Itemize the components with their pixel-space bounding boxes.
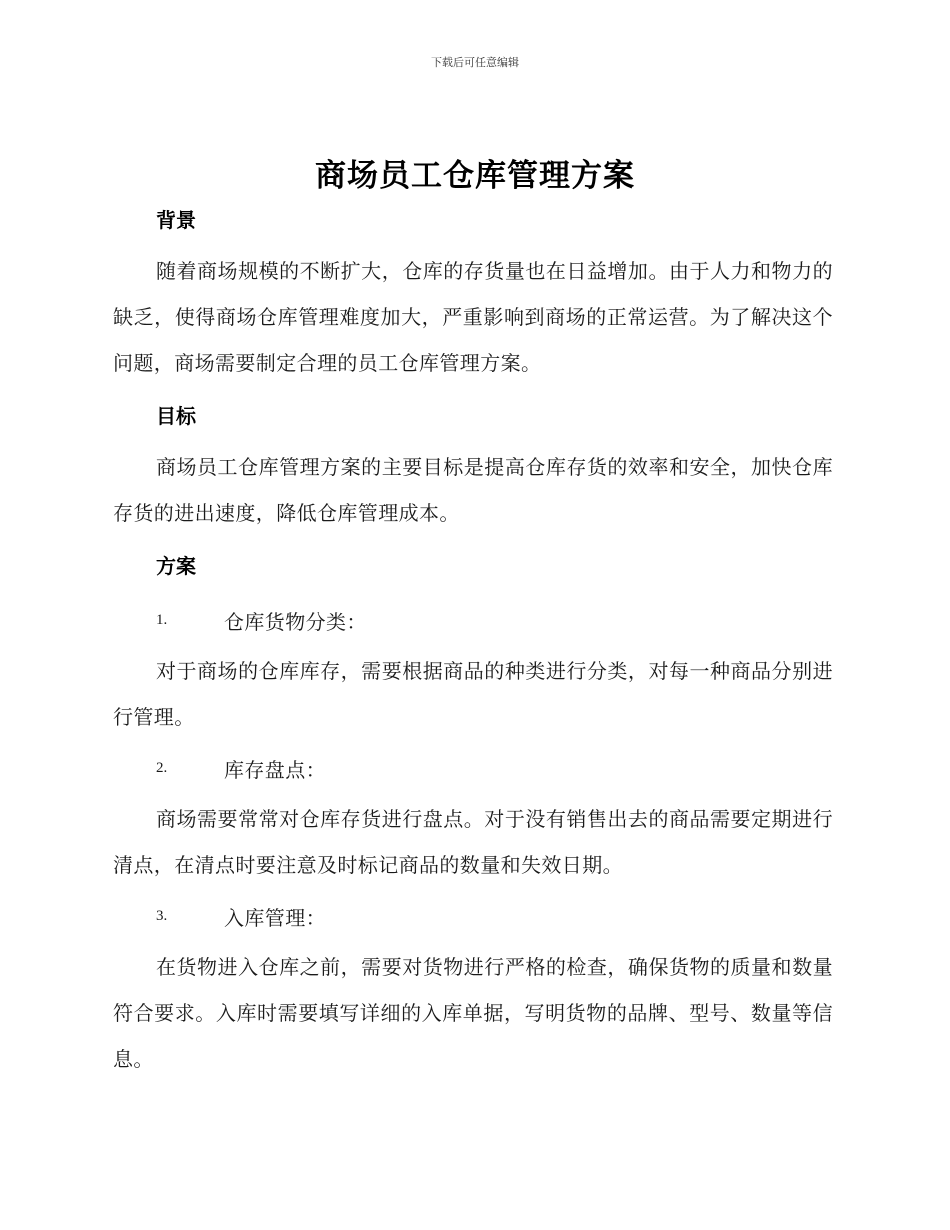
paragraph-item-2: 商场需要常常对仓库存货进行盘点。对于没有销售出去的商品需要定期进行清点，在清点时要注意及时标记商品的数量和失效日期。 xyxy=(113,807,833,877)
section-heading-goal: 目标 xyxy=(156,404,196,428)
list-number: 2. xyxy=(156,759,168,776)
list-item-2 xyxy=(113,744,833,792)
paragraph-item-3: 在货物进入仓库之前，需要对货物进行严格的检查，确保货物的质量和数量符合要求。入库时需要填写详细的入库单据，写明货物的品牌、型号、数量等信息。 xyxy=(113,955,833,1071)
list-number: 3. xyxy=(156,907,168,924)
list-number: 1. xyxy=(156,611,168,628)
paragraph-item-1: 对于商场的仓库库存，需要根据商品的种类进行分类，对每一种商品分别进行管理。 xyxy=(113,659,833,729)
list-label: 库存盘点： xyxy=(224,757,326,782)
paragraph-goal: 商场员工仓库管理方案的主要目标是提高仓库存货的效率和安全，加快仓库存货的进出速度，降低仓库管理成本。 xyxy=(113,455,833,525)
document-title: 商场员工仓库管理方案 xyxy=(315,158,635,194)
list-label: 入库管理： xyxy=(224,905,326,930)
list-item-1 xyxy=(113,596,833,644)
list-label: 仓库货物分类： xyxy=(224,609,367,634)
section-heading-background: 背景 xyxy=(156,208,196,232)
list-item-3 xyxy=(113,892,833,940)
section-heading-plan: 方案 xyxy=(156,554,196,578)
paragraph-background: 随着商场规模的不断扩大，仓库的存货量也在日益增加。由于人力和物力的缺乏，使得商场仓库管理难度加大，严重影响到商场的正常运营。为了解决这个问题，商场需要制定合理的员工仓库管理方案。 xyxy=(113,259,833,375)
header-note: 下载后可任意编辑 xyxy=(431,56,519,69)
document-body xyxy=(113,196,833,1082)
